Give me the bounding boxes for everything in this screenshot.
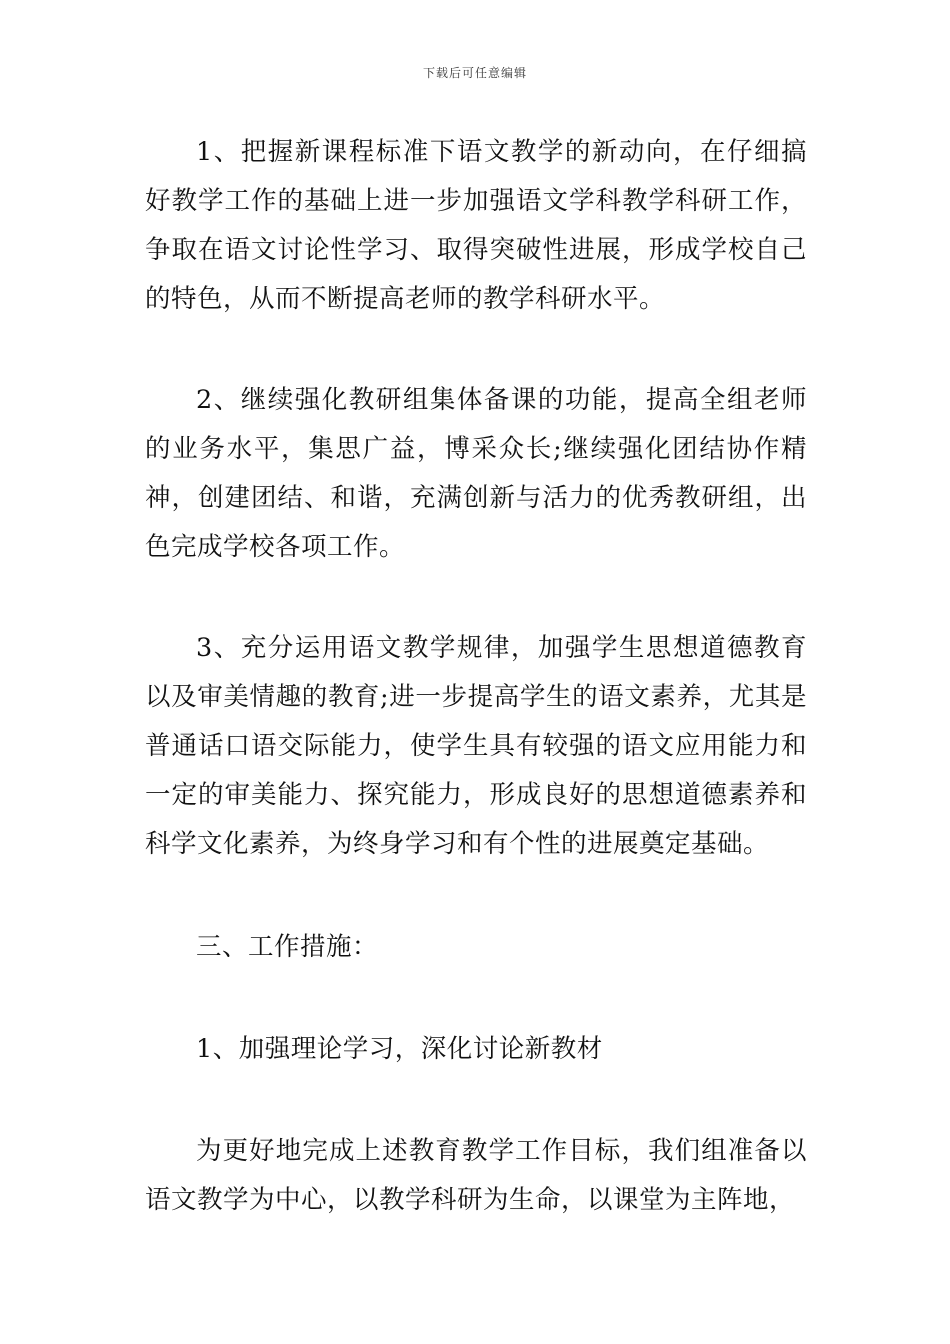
- paragraph-goal-2: 2、继续强化教研组集体备课的功能，提高全组老师的业务水平，集思广益，博采众长;继续强化团结协作精神，创建团结、和谐，充满创新与活力的优秀教研组，出色完成学校各项工作。: [145, 385, 807, 562]
- document-body: [145, 128, 807, 1225]
- download-note: 下载后可任意编辑: [422, 66, 527, 80]
- paragraph-goal-1: 1、把握新课程标准下语文教学的新动向，在仔细搞好教学工作的基础上进一步加强语文学科教学科研工作，争取在语文讨论性学习、取得突破性进展，形成学校自己的特色，从而不断提高老师的教学科研水平。: [145, 137, 807, 314]
- paragraph-goal-3: 3、充分运用语文教学规律，加强学生思想道德教育以及审美情趣的教育;进一步提高学生的语文素养，尤其是普通话口语交际能力，使学生具有较强的语文应用能力和一定的审美能力、探究能力，形成良好的思想道德素养和科学文化素养，为终身学习和有个性的进展奠定基础。: [145, 633, 807, 859]
- paragraph-plan: 为更好地完成上述教育教学工作目标，我们组准备以语文教学为中心，以教学科研为生命，以课堂为主阵地，: [145, 1136, 807, 1215]
- subheading-theory-study: 1、加强理论学习，深化讨论新教材: [196, 1034, 603, 1064]
- section-heading-measures: 三、工作措施：: [196, 932, 379, 962]
